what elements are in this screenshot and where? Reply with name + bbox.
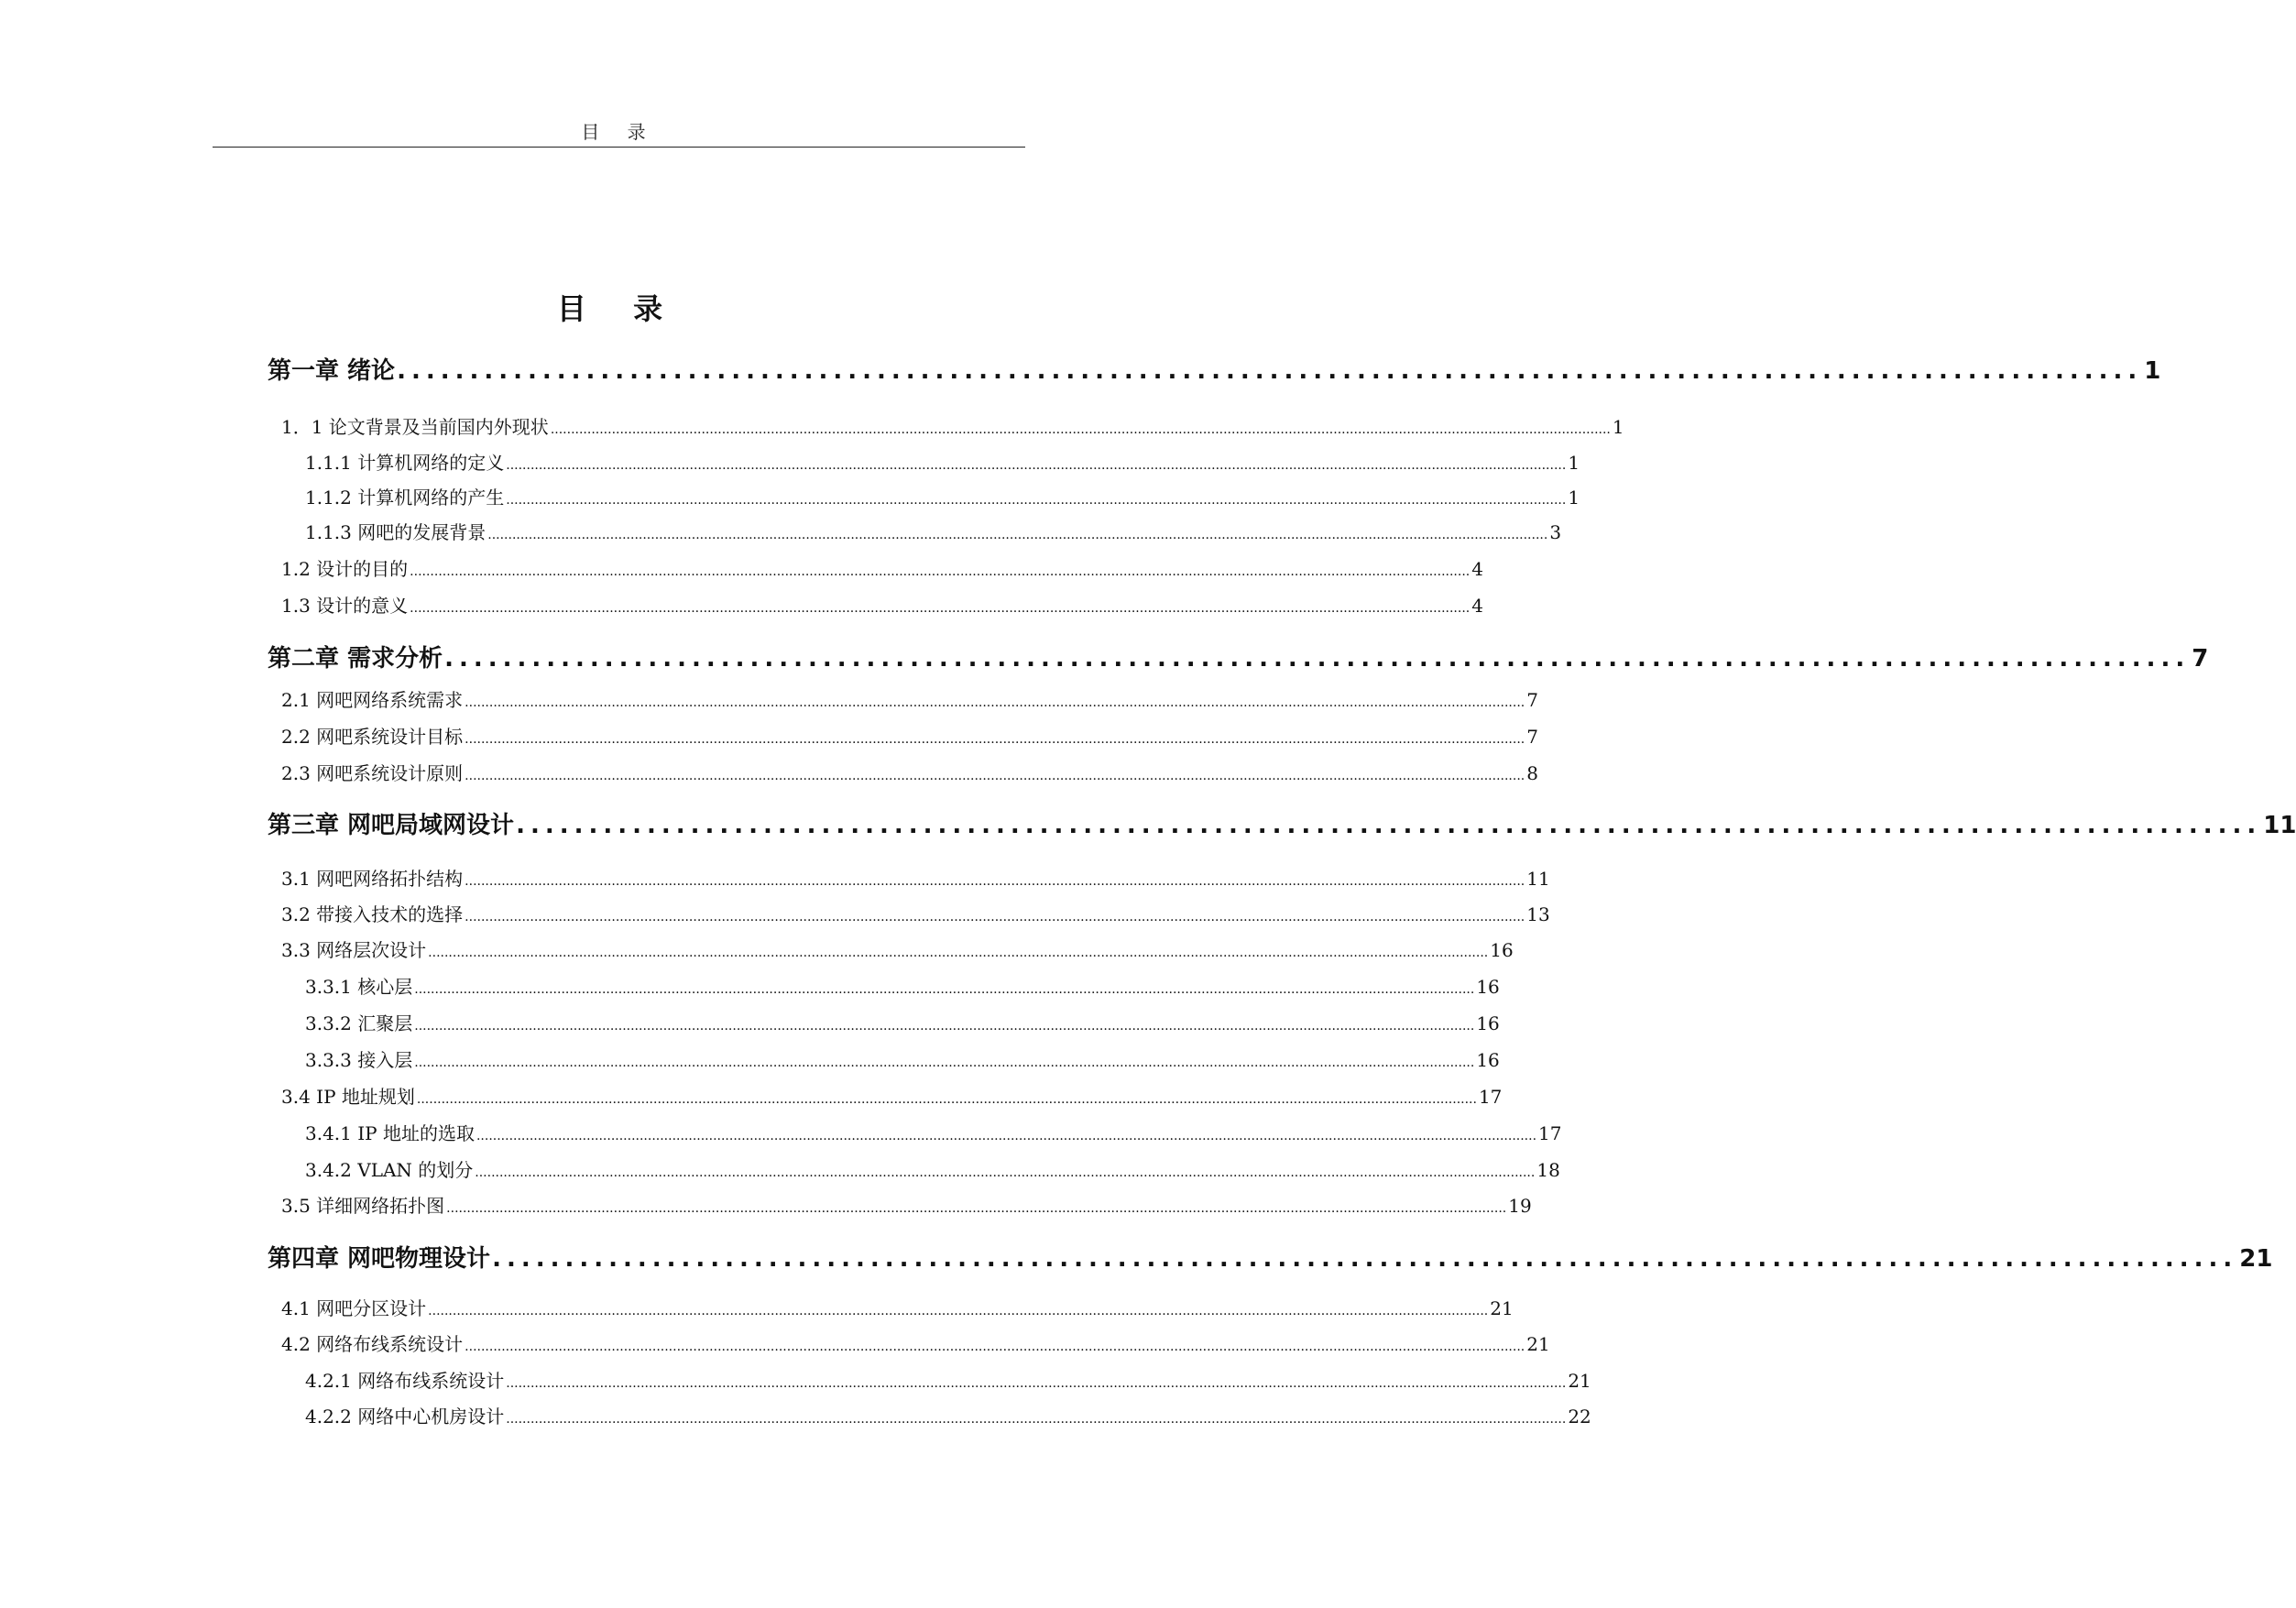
toc-section-entry[interactable] xyxy=(305,1121,1562,1146)
toc-section-entry[interactable] xyxy=(281,1193,1532,1219)
toc-dot-leader: .................................................................................................................................................................................................................................................................... xyxy=(428,1304,1489,1318)
toc-page-number: 21 xyxy=(1568,1370,1591,1392)
toc-section-entry[interactable] xyxy=(305,974,1500,1000)
toc-page-number: 7 xyxy=(1526,726,1538,748)
toc-dot-leader: ........................................................................................................................ xyxy=(492,1245,2238,1273)
toc-section-entry[interactable] xyxy=(281,866,1550,892)
toc-section-entry[interactable] xyxy=(281,937,1514,963)
toc-page-number: 16 xyxy=(1490,939,1514,961)
toc-page-number: 1 xyxy=(2144,357,2161,385)
toc-dot-leader: .................................................................................................................................................................................................................................................................... xyxy=(414,1056,1475,1070)
toc-page-number: 1 xyxy=(1568,487,1580,509)
toc-dot-leader: .................................................................................................................................................................................................................................................................... xyxy=(475,1165,1536,1180)
toc-dot-leader: .................................................................................................................................................................................................................................................................... xyxy=(446,1201,1507,1216)
toc-section-entry[interactable] xyxy=(305,485,1580,510)
toc-entry-label: 1.2 设计的目的 xyxy=(281,558,409,580)
toc-dot-leader: .................................................................................................................................................................................................................................................................... xyxy=(410,564,1471,579)
toc-dot-leader: .................................................................................................................................................................................................................................................................... xyxy=(506,1376,1567,1391)
toc-dot-leader: ........................................................................................................................ xyxy=(444,645,2191,673)
toc-entry-label: 3.3.3 接入层 xyxy=(305,1049,413,1071)
toc-entry-label: 第三章 网吧局域网设计 xyxy=(268,812,515,839)
toc-page-number: 17 xyxy=(1538,1122,1562,1144)
toc-page-number: 22 xyxy=(1568,1406,1591,1428)
toc-dot-leader: ........................................................................................................................ xyxy=(397,357,2143,385)
toc-dot-leader: .................................................................................................................................................................................................................................................................... xyxy=(465,732,1525,747)
toc-section-entry[interactable] xyxy=(281,760,1538,786)
toc-page-number: 13 xyxy=(1526,903,1550,925)
toc-entry-label: 3.3.1 核心层 xyxy=(305,976,413,998)
toc-chapter-entry[interactable] xyxy=(268,1243,2273,1274)
toc-entry-label: 2.3 网吧系统设计原则 xyxy=(281,762,464,784)
toc-dot-leader: .................................................................................................................................................................................................................................................................... xyxy=(506,493,1567,508)
toc-dot-leader: .................................................................................................................................................................................................................................................................... xyxy=(550,422,1611,437)
toc-section-entry[interactable] xyxy=(305,1368,1591,1394)
toc-entry-label: 4.1 网吧分区设计 xyxy=(281,1297,427,1319)
toc-entry-label: 2.2 网吧系统设计目标 xyxy=(281,726,464,748)
toc-page-number: 16 xyxy=(1476,1012,1500,1034)
toc-entry-label: 1.1.1 计算机网络的定义 xyxy=(305,452,505,474)
toc-dot-leader: .................................................................................................................................................................................................................................................................... xyxy=(465,695,1525,710)
toc-section-entry[interactable] xyxy=(281,1296,1514,1321)
toc-dot-leader: .................................................................................................................................................................................................................................................................... xyxy=(487,528,1548,542)
toc-page-number: 4 xyxy=(1471,558,1483,580)
toc-dot-leader: .................................................................................................................................................................................................................................................................... xyxy=(428,946,1489,960)
toc-page-number: 21 xyxy=(1526,1333,1550,1355)
toc-page-number: 21 xyxy=(2239,1245,2273,1273)
toc-entry-label: 1．1 论文背景及当前国内外现状 xyxy=(281,416,549,438)
toc-entry-label: 4.2.2 网络中心机房设计 xyxy=(305,1406,505,1428)
toc-section-entry[interactable] xyxy=(281,724,1538,749)
toc-section-entry[interactable] xyxy=(281,593,1483,618)
toc-dot-leader: .................................................................................................................................................................................................................................................................... xyxy=(465,769,1525,783)
toc-dot-leader: .................................................................................................................................................................................................................................................................... xyxy=(410,601,1471,616)
toc-entry-label: 3.4.2 VLAN 的划分 xyxy=(305,1159,474,1181)
toc-page-number: 21 xyxy=(1490,1297,1514,1319)
toc-entry-label: 3.3.2 汇聚层 xyxy=(305,1012,413,1034)
toc-entry-label: 3.1 网吧网络拓扑结构 xyxy=(281,868,464,890)
toc-entry-label: 第一章 绪论 xyxy=(268,357,396,385)
toc-section-entry[interactable] xyxy=(305,520,1562,545)
toc-entry-label: 第四章 网吧物理设计 xyxy=(268,1245,491,1273)
toc-section-entry[interactable] xyxy=(305,450,1580,476)
toc-dot-leader: ........................................................................................................................ xyxy=(516,812,2262,839)
toc-entry-label: 3.2 带接入技术的选择 xyxy=(281,903,464,925)
toc-page-number: 11 xyxy=(1526,868,1550,890)
toc-entry-label: 3.4.1 IP 地址的选取 xyxy=(305,1122,475,1144)
toc-page-number: 4 xyxy=(1471,595,1483,617)
toc-chapter-entry[interactable] xyxy=(268,643,2209,674)
toc-page-number: 1 xyxy=(1568,452,1580,474)
toc-entry-label: 第二章 需求分析 xyxy=(268,645,443,673)
toc-entry-label: 1.1.3 网吧的发展背景 xyxy=(305,521,487,543)
toc-entry-label: 1.1.2 计算机网络的产生 xyxy=(305,487,505,509)
toc-dot-leader: .................................................................................................................................................................................................................................................................... xyxy=(465,874,1525,889)
toc-dot-leader: .................................................................................................................................................................................................................................................................... xyxy=(506,1412,1567,1427)
toc-page-number: 17 xyxy=(1478,1086,1503,1108)
toc-section-entry[interactable] xyxy=(305,1157,1560,1183)
toc-page-number: 8 xyxy=(1526,762,1538,784)
toc-entry-label: 3.4 IP 地址规划 xyxy=(281,1086,415,1108)
toc-dot-leader: .................................................................................................................................................................................................................................................................... xyxy=(476,1129,1537,1143)
toc-section-entry[interactable] xyxy=(281,414,1624,440)
toc-entry-label: 4.2.1 网络布线系统设计 xyxy=(305,1370,505,1392)
toc-dot-leader: .................................................................................................................................................................................................................................................................... xyxy=(416,1092,1477,1107)
toc-page-number: 3 xyxy=(1549,521,1562,543)
toc-chapter-entry[interactable] xyxy=(268,356,2161,387)
toc-page-number: 11 xyxy=(2263,812,2296,839)
toc-section-entry[interactable] xyxy=(305,1047,1500,1073)
toc-dot-leader: .................................................................................................................................................................................................................................................................... xyxy=(414,982,1475,997)
toc-section-entry[interactable] xyxy=(305,1404,1591,1429)
toc-section-entry[interactable] xyxy=(305,1011,1500,1036)
toc-page-number: 1 xyxy=(1612,416,1624,438)
toc-section-entry[interactable] xyxy=(281,556,1483,582)
running-header: 目 录 xyxy=(581,121,657,143)
toc-entry-label: 1.3 设计的意义 xyxy=(281,595,409,617)
toc-page-number: 16 xyxy=(1476,1049,1500,1071)
toc-dot-leader: .................................................................................................................................................................................................................................................................... xyxy=(465,910,1525,924)
toc-section-entry[interactable] xyxy=(281,902,1550,927)
toc-section-entry[interactable] xyxy=(281,687,1538,713)
toc-page-number: 18 xyxy=(1536,1159,1560,1181)
toc-entry-label: 4.2 网络布线系统设计 xyxy=(281,1333,464,1355)
toc-page-number: 19 xyxy=(1508,1195,1532,1217)
page-title: 目 录 xyxy=(556,291,682,326)
toc-entry-label: 3.5 详细网络拓扑图 xyxy=(281,1195,445,1217)
toc-entry-label: 2.1 网吧网络系统需求 xyxy=(281,689,464,711)
toc-dot-leader: .................................................................................................................................................................................................................................................................... xyxy=(465,1340,1525,1354)
toc-entry-label: 3.3 网络层次设计 xyxy=(281,939,427,961)
toc-page-number: 7 xyxy=(1526,689,1538,711)
toc-dot-leader: .................................................................................................................................................................................................................................................................... xyxy=(414,1019,1475,1034)
toc-chapter-entry[interactable] xyxy=(268,810,2296,841)
toc-page-number: 7 xyxy=(2192,645,2209,673)
toc-dot-leader: .................................................................................................................................................................................................................................................................... xyxy=(506,458,1567,473)
toc-section-entry[interactable] xyxy=(281,1084,1503,1110)
toc-section-entry[interactable] xyxy=(281,1331,1550,1357)
toc-page-number: 16 xyxy=(1476,976,1500,998)
